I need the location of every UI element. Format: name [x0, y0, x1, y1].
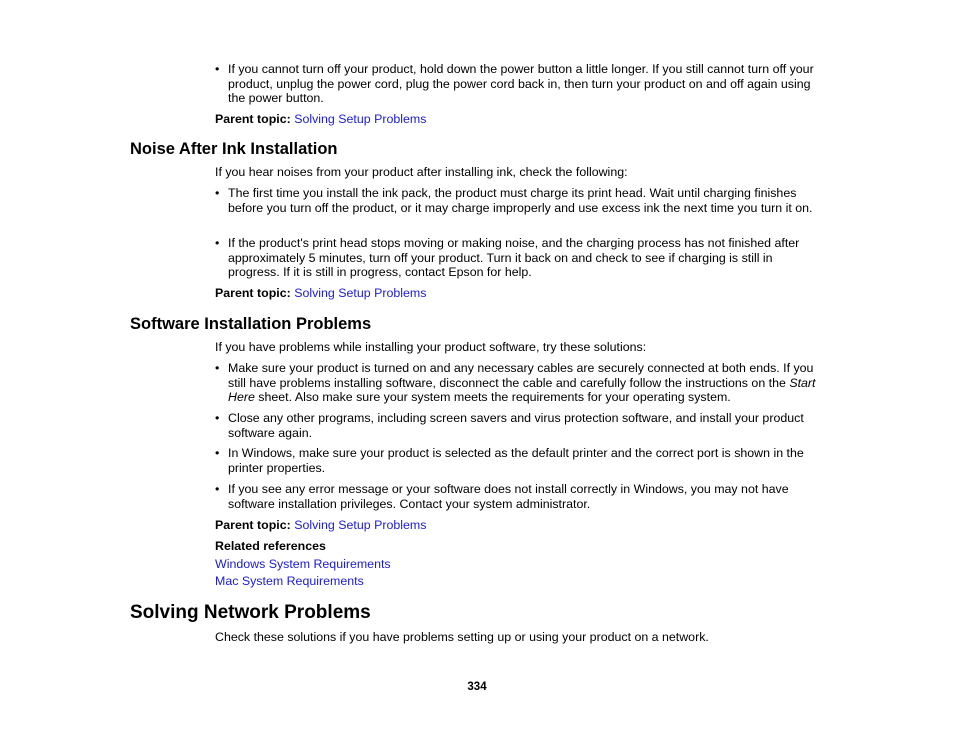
section-intro: If you have problems while installing your product software, try these solutions:	[215, 340, 647, 354]
bullet-list	[215, 236, 827, 280]
bullet-icon: •	[215, 186, 220, 200]
parent-topic	[215, 286, 426, 301]
bullet-list	[215, 446, 827, 475]
section-heading-noise: Noise After Ink Installation	[130, 140, 338, 158]
list-item: • The first time you install the ink pack, the product must charge its print head. Wait until charging finishes before you turn off the product, or it may charge improperly and use excess ink the next time you turn it on.	[215, 186, 813, 215]
related-references-title: Related references	[215, 539, 326, 553]
parent-topic-link[interactable]: Solving Setup Problems	[294, 112, 427, 126]
related-link-windows-requirements[interactable]: Windows System Requirements	[215, 557, 391, 571]
section-intro: Check these solutions if you have problems setting up or using your product on a network.	[215, 630, 709, 644]
parent-topic-link[interactable]: Solving Setup Problems	[294, 518, 427, 532]
section-heading-software: Software Installation Problems	[130, 315, 372, 333]
bullet-icon: •	[215, 361, 220, 375]
list-item: • If you see any error message or your software does not install correctly in Windows, you may not have software installation privileges. Contact your system administrator.	[215, 482, 789, 511]
bullet-list	[215, 186, 827, 215]
bullet-list	[215, 411, 827, 440]
bullet-icon: •	[215, 411, 220, 425]
bullet-icon: •	[215, 446, 220, 460]
bullet-icon: •	[215, 482, 220, 496]
parent-topic	[215, 112, 426, 127]
related-link-mac-requirements[interactable]: Mac System Requirements	[215, 574, 364, 588]
bullet-list	[215, 62, 827, 106]
list-item: • If the product's print head stops moving or making noise, and the charging process has not finished after approximately 5 minutes, turn off your product. Turn it back on and check to see if charging is still in progress. If it is still in progress, contact Epson for help.	[215, 236, 800, 280]
section-intro: If you hear noises from your product after installing ink, check the following:	[215, 165, 628, 179]
bullet-icon: •	[215, 62, 220, 76]
parent-topic-label: Parent topic:	[215, 286, 291, 300]
section-heading-network: Solving Network Problems	[130, 602, 371, 623]
list-item: • In Windows, make sure your product is selected as the default printer and the correct port is shown in the printer properties.	[215, 446, 804, 475]
bullet-list	[215, 482, 827, 511]
bullet-list	[215, 361, 827, 405]
bullet-icon: •	[215, 236, 220, 250]
parent-topic-label: Parent topic:	[215, 518, 291, 532]
italic-term: Start Here	[228, 375, 816, 405]
list-item: • Make sure your product is turned on and any necessary cables are securely connected at both ends. If you still have problems installing software, disconnect the cable and carefully follow the instructions on the Start Here sheet. Also make sure your system meets the requirements for your operating system.	[215, 361, 816, 405]
parent-topic-label: Parent topic:	[215, 112, 291, 126]
list-item: • If you cannot turn off your product, hold down the power button a little longer. If you still cannot turn off your product, unplug the power cord, plug the power cord back in, then turn your product on and off again using the power button.	[215, 62, 814, 106]
parent-topic-link[interactable]: Solving Setup Problems	[294, 286, 427, 300]
page-number: 334	[467, 681, 487, 693]
parent-topic	[215, 518, 426, 533]
list-item: • Close any other programs, including screen savers and virus protection software, and install your product software again.	[215, 411, 804, 440]
